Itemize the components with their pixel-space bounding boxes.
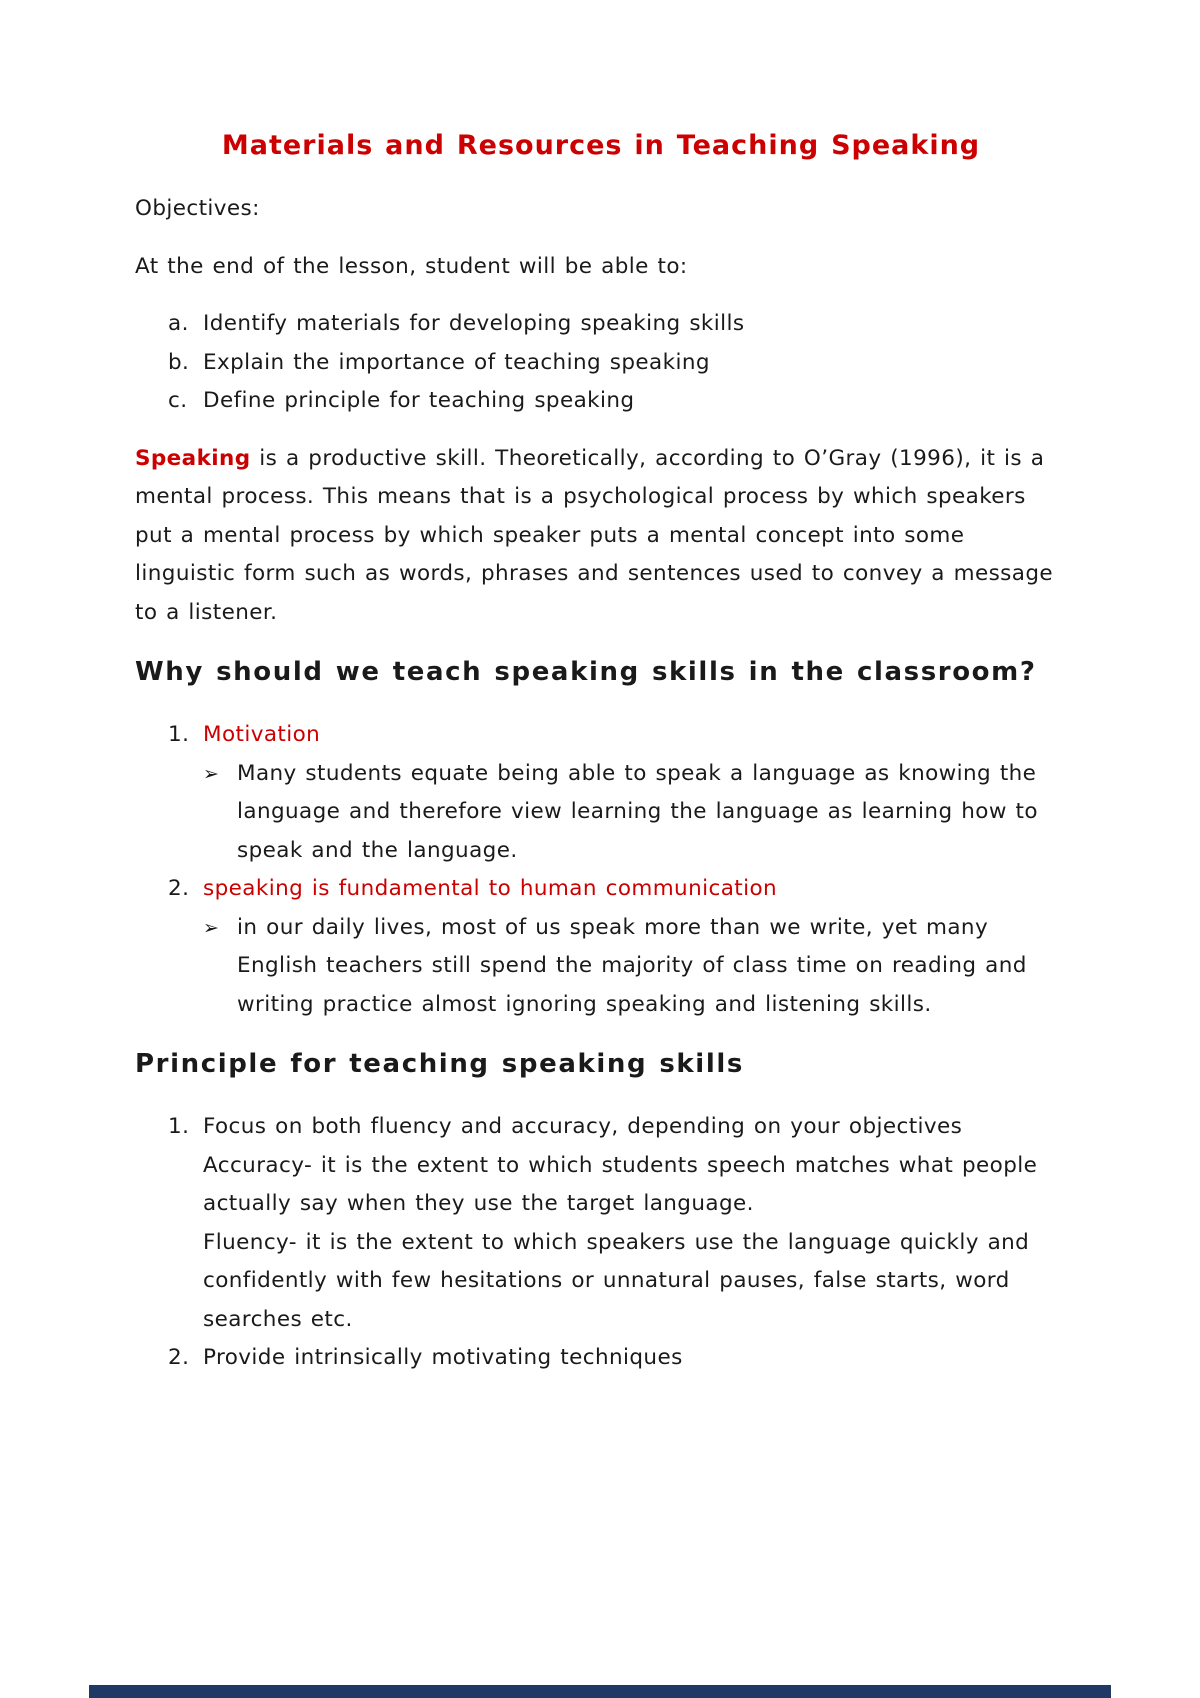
list-item: [135, 382, 1067, 421]
list-item-text: [203, 1108, 1067, 1339]
list-item: [135, 870, 1067, 909]
list-item-text: Identify materials for developing speaking skills: [203, 311, 745, 336]
list-item-text: Provide intrinsically motivating techniques: [203, 1345, 683, 1370]
list-marker: c.: [168, 388, 188, 413]
speaking-paragraph-body: is a productive skill. Theoretically, according to O’Gray (1996), it is a mental process. This means that is a psychological process by which speakers put a mental process by which speaker puts a mental concept into some linguistic form such as words, phrases and sentences used to convey a message to a listener.: [135, 445, 1054, 625]
list-item: [135, 344, 1067, 383]
list-item-line: Focus on both fluency and accuracy, depending on your objectives: [203, 1114, 963, 1139]
list-marker: 1.: [168, 722, 190, 747]
principles-list: [135, 1108, 1067, 1378]
footer-bar: [89, 1685, 1111, 1698]
list-marker: b.: [168, 349, 190, 375]
list-marker: 1.: [168, 1114, 190, 1139]
list-marker: a.: [168, 311, 189, 336]
page-title: Materials and Resources in Teaching Speaking: [221, 130, 981, 161]
section-heading-why-teach-speaking: Why should we teach speaking skills in the classroom?: [135, 657, 1037, 687]
bullet-item-text: Many students equate being able to speak a language as knowing the language and therefore view learning the language as learning how to speak and the language.: [237, 760, 1038, 863]
list-item-title: speaking is fundamental to human communication: [203, 876, 778, 901]
objectives-list: [135, 305, 1067, 421]
bullet-item: [135, 755, 1067, 871]
objectives-label: Objectives:: [135, 196, 260, 221]
bullet-item-text: in our daily lives, most of us speak more than we write, yet many English teachers still spend the majority of class time on reading and writing practice almost ignoring speaking and listening skills.: [237, 914, 1027, 1017]
bullet-item: [135, 909, 1067, 1025]
document-content: [135, 128, 1067, 1397]
arrow-bullet-icon: ➢: [203, 762, 220, 785]
list-item: [135, 305, 1067, 344]
list-item: [135, 1108, 1067, 1339]
arrow-bullet-icon: ➢: [203, 916, 220, 939]
speaking-paragraph: [135, 440, 1067, 633]
list-marker: 2.: [168, 876, 190, 901]
list-marker: 2.: [168, 1345, 190, 1370]
objectives-intro: At the end of the lesson, student will be able to:: [135, 253, 688, 279]
list-item: [135, 1339, 1067, 1378]
list-item-text: Define principle for teaching speaking: [203, 388, 635, 413]
list-item-line: Accuracy- it is the extent to which students speech matches what people actually say when they use the target language.: [203, 1152, 1038, 1216]
list-item-line: Fluency- it is the extent to which speakers use the language quickly and confidently with few hesitations or unnatural pauses, false starts, word searches etc.: [203, 1229, 1030, 1332]
list-item: [135, 716, 1067, 755]
why-teach-list: [135, 716, 1067, 1024]
list-item-title: Motivation: [203, 722, 321, 747]
section-heading-principles: Principle for teaching speaking skills: [135, 1049, 744, 1079]
list-item-text: Explain the importance of teaching speaking: [203, 349, 710, 375]
speaking-lead-word: Speaking: [135, 445, 251, 471]
